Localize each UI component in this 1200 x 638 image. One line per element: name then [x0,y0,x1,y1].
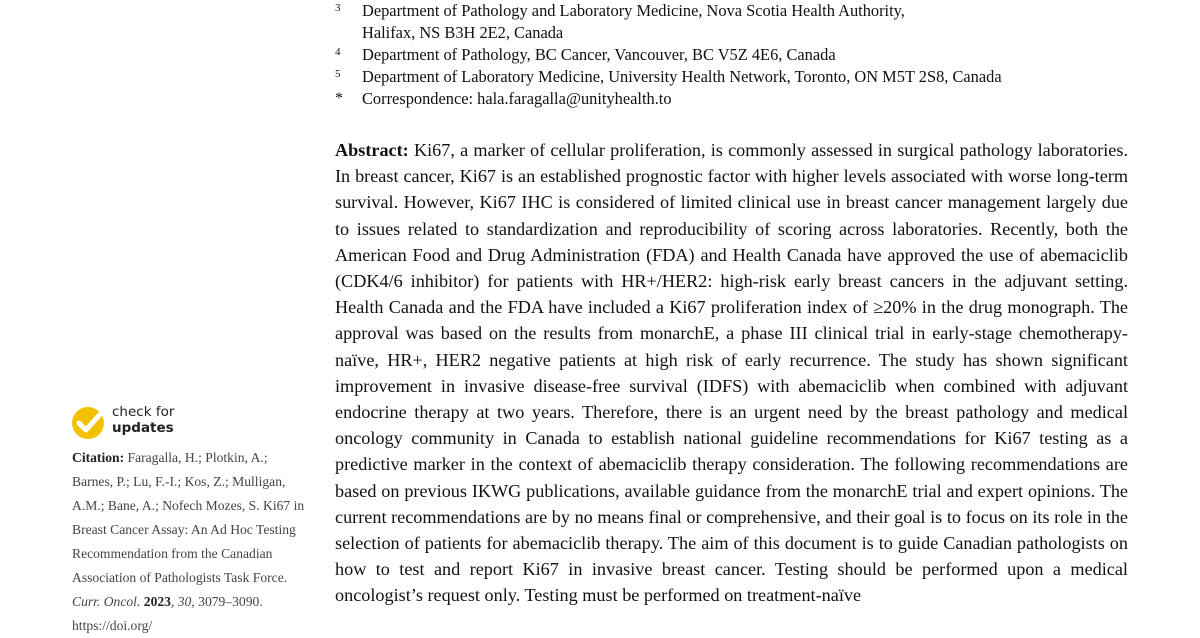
abstract-text: Ki67, a marker of cellular proliferation, is commonly assessed in surgical pathology laboratories. In breast cancer, Ki67 is an established prognostic factor with higher levels associated with worse long-term survival. However, Ki67 IHC is considered of limited clinical use in breast cancer management largely due to issues related to standardization and reproducibility of scoring across laboratories. Recently, both the American Food and Drug Administration (FDA) and Health Canada have approved the use of abemaciclib (CDK4/6 inhibitor) for patients with HR+/HER2: high-risk early breast cancers in the adjuvant setting. Health Canada and the FDA have included a Ki67 proliferation index of ≥20% in the drug monograph. The approval was based on the results from monarchE, a phase III clinical trial in early-stage chemotherapy-naïve, HR+, HER2 negative patients at high risk of early recurrence. The study has shown significant improvement in invasive disease-free survival (IDFS) with abemaciclib when combined with adjuvant endocrine therapy at two years. Therefore, there is an urgent need by the breast pathology and medical oncology community in Canada to establish national guideline recommendations for Ki67 testing as a predictive marker in the context of abemaciclib therapy consideration. The following recommendations are based on previous IKWG publications, available guidance from the monarchE trial and expert opinions. The current recommendations are by no means final or comprehensive, and their goal is to focus on its role in the selection of patients for abemaciclib therapy. The aim of this document is to guide Canadian pathologists on how to test and report Ki67 in invasive breast cancer. Testing should be performed upon a medical oncologist’s request only. Testing must be performed on treatment-naïve [335,140,1128,606]
citation: Citation: Faragalla, H.; Plotkin, A.; Barnes, P.; Lu, F.-I.; Kos, Z.; Mulligan, A.M.; Bane, A.; Nofech Mozes, S. Ki67 in Breast Cancer Assay: An Ad Hoc Testing Recommendation from the Canadian Association of Pathologists Task Force. Curr. Oncol. 2023, 30, 3079–3090. https://doi.org/ [72,450,305,633]
affiliation-text: Department of Laboratory Medicine, University Health Network, Toronto, ON M5T 2S8, Canada [362,67,1002,86]
affiliation-mark: 5 [335,68,341,80]
affiliation-text: Halifax, NS B3H 2E2, Canada [362,23,564,42]
citation-label: Citation: [72,450,125,465]
affiliation-mark: 3 [335,2,341,14]
check-for-updates-icon[interactable] [70,403,110,443]
citation-journal: Curr. Oncol. [72,594,141,609]
affiliation-text: Department of Pathology and Laboratory Medicine, Nova Scotia Health Authority, [362,1,905,20]
abstract [335,137,1128,609]
citation-doi-link[interactable]: https://doi.org/ [72,618,153,633]
affiliation-mark: 4 [335,46,341,58]
citation-year: 2023 [143,594,171,609]
citation-pages: 3079–3090. [198,594,263,609]
affiliation-mark: * [335,90,343,107]
affiliation-text: Department of Pathology, BC Cancer, Vancouver, BC V5Z 4E6, Canada [362,45,836,64]
check-for-updates[interactable] [112,404,174,436]
citation-text: Faragalla, H.; Plotkin, A.; Barnes, P.; Lu, F.-I.; Kos, Z.; Mulligan, A.M.; Bane, A.; Nofech Mozes, S. Ki67 in Breast Cancer Assay: An Ad Hoc Testing Recommendation from the Canadian Association of Pathologists Task Force. [72,450,305,585]
check-for-label: check for [112,404,175,420]
abstract-label: Abstract: [335,140,409,160]
citation-volume: 30 [177,594,192,609]
updates-label: updates [112,420,174,436]
correspondence-text: Correspondence: hala.faragalla@unityhealth.to [362,89,672,108]
